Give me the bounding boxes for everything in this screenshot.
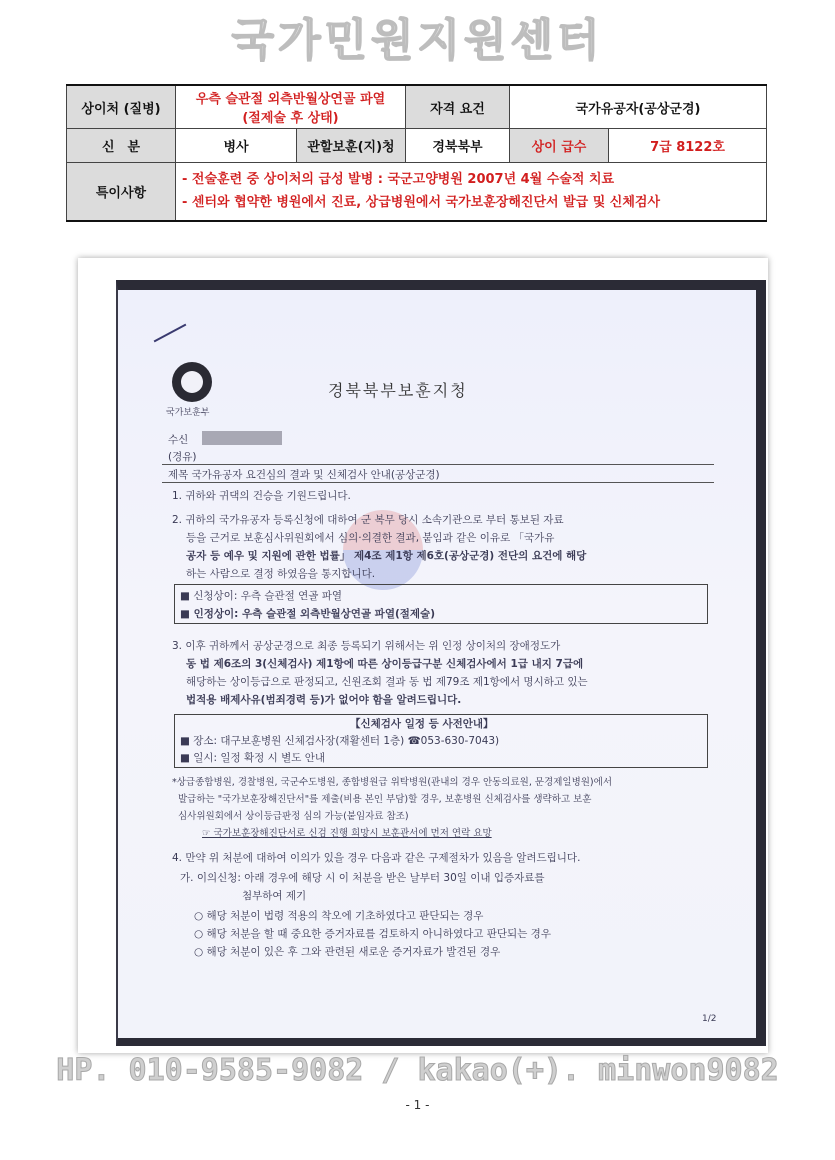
pen-mark bbox=[154, 324, 187, 343]
case-item: ○ 해당 처분이 있은 후 그와 관련된 새로운 증거자료가 발견된 경우 bbox=[194, 946, 501, 958]
page-number: - 1 - bbox=[405, 1098, 430, 1112]
qualification-value: 국가유공자(공상군경) bbox=[510, 85, 767, 129]
summary-table bbox=[66, 84, 767, 222]
injury-value bbox=[176, 85, 406, 129]
notes-label: 특이사항 bbox=[67, 163, 176, 221]
paragraph-3-line: 해당하는 상이등급으로 판정되고, 신원조회 결과 동 법 제79조 제1항에서 명시하고 있는 bbox=[186, 676, 588, 688]
status-label: 신 분 bbox=[67, 129, 176, 163]
ministry-logo-icon bbox=[172, 362, 212, 402]
notice-line: 심사위원회에서 상이등급판정 심의 가능(붙임자료 참조) bbox=[178, 811, 409, 822]
approved-injury: ■ 인정상이: 우측 슬관절 외측반월상연골 파열(절제술) bbox=[180, 608, 435, 620]
qualification-label: 자격 요건 bbox=[406, 85, 510, 129]
paragraph-1: 1. 귀하와 귀댁의 건승을 기원드립니다. bbox=[172, 490, 351, 502]
contact-info: HP. 010-9585-9082 / kakao(+). minwon9082 bbox=[56, 1053, 779, 1088]
paragraph-4a-line: 가. 이의신청: 아래 경우에 해당 시 이 처분을 받은 날부터 30일 이내 입증자료를 bbox=[180, 872, 545, 884]
office-value: 경북북부 bbox=[406, 129, 510, 163]
divider bbox=[162, 464, 714, 465]
claimed-injury: ■ 신청상이: 우측 슬관절 연골 파열 bbox=[180, 590, 343, 602]
injury-label: 상이처 (질병) bbox=[67, 85, 176, 129]
via-label: (경유) bbox=[168, 451, 197, 463]
banner-title: 국가민원지원센터 bbox=[231, 15, 604, 66]
grade-value: 7급 8122호 bbox=[609, 129, 767, 163]
subject: 제목 국가유공자 요건심의 결과 및 신체검사 안내(공상군경) bbox=[168, 469, 440, 481]
letter-paper bbox=[116, 280, 766, 1046]
note-line: - 전술훈련 중 상이처의 급성 발병 : 국군고양병원 2007년 4월 수술적 치료 bbox=[182, 172, 615, 188]
divider bbox=[162, 482, 714, 483]
exam-place: ■ 장소: 대구보훈병원 신체검사장(재활센터 1층) ☎053-630-7043) bbox=[180, 735, 500, 747]
redacted-recipient bbox=[202, 431, 282, 445]
notice-link: ☞ 국가보훈장해진단서로 신검 진행 희망시 보훈관서에 먼저 연락 요망 bbox=[202, 828, 492, 839]
note-line: - 센터와 협약한 병원에서 진료, 상급병원에서 국가보훈장해진단서 발급 및 신체검사 bbox=[182, 195, 661, 211]
exam-date: ■ 일시: 일정 확정 시 별도 안내 bbox=[180, 752, 326, 764]
ministry-name: 국가보훈부 bbox=[166, 408, 210, 418]
notice-line: 발급하는 "국가보훈장해진단서"를 제출(비용 본인 부담)할 경우, 보훈병원 신체검사를 생략하고 보훈 bbox=[178, 794, 592, 805]
grade-label: 상이 급수 bbox=[510, 129, 609, 163]
notice-line: *상급종합병원, 경찰병원, 국군수도병원, 종합병원급 위탁병원(관내의 경우 안동의료원, 문경제일병원)에서 bbox=[172, 777, 612, 788]
status-value: 병사 bbox=[176, 129, 297, 163]
paragraph-4a-line: 첨부하여 제기 bbox=[242, 890, 307, 902]
office-title: 경북북부보훈지청 bbox=[328, 381, 468, 400]
paragraph-3-line: 3. 이후 귀하께서 공상군경으로 최종 등록되기 위해서는 위 인정 상이처의 장애정도가 bbox=[172, 640, 561, 652]
paragraph-3-line: 동 법 제6조의 3(신체검사) 제1항에 따른 상이등급구분 신체검사에서 1급 내지 7급에 bbox=[186, 658, 584, 670]
office-label: 관할보훈(지)청 bbox=[297, 129, 406, 163]
notes-value bbox=[176, 163, 767, 221]
paragraph-3-line: 법적용 배제사유(범죄경력 등)가 없어야 함을 알려드립니다. bbox=[186, 694, 462, 706]
injury-value-line1: 우측 슬관절 외측반월상연골 파열 bbox=[195, 92, 386, 107]
letter-page-number: 1/2 bbox=[702, 1014, 717, 1024]
paragraph-2-line: 2. 귀하의 국가유공자 등록신청에 대하여 군 복무 당시 소속기관으로 부터 통보된 자료 bbox=[172, 514, 564, 526]
injury-value-line2: (절제술 후 상태) bbox=[242, 111, 339, 126]
paragraph-2-line: 하는 사람으로 결정 하였음을 통지합니다. bbox=[186, 568, 376, 580]
paragraph-4: 4. 만약 위 처분에 대하여 이의가 있을 경우 다음과 같은 구제절차가 있음을 알려드립니다. bbox=[172, 852, 581, 864]
case-item: ○ 해당 처분을 할 때 중요한 증거자료를 검토하지 아니하였다고 판단되는 경우 bbox=[194, 928, 551, 940]
recipient-label: 수신 bbox=[168, 434, 189, 446]
paragraph-2-line: 등을 근거로 보훈심사위원회에서 심의·의결한 결과, 붙임과 같은 이유로 「국가유 bbox=[186, 532, 555, 544]
paragraph-2-line: 공자 등 예우 및 지원에 관한 법률」 제4조 제1항 제6호(공상군경) 전단의 요건에 해당 bbox=[186, 550, 587, 562]
case-item: ○ 해당 처분이 법령 적용의 착오에 기초하였다고 판단되는 경우 bbox=[194, 910, 484, 922]
exam-title: 【신체검사 일정 등 사전안내】 bbox=[350, 718, 494, 730]
document-photo bbox=[78, 258, 768, 1053]
